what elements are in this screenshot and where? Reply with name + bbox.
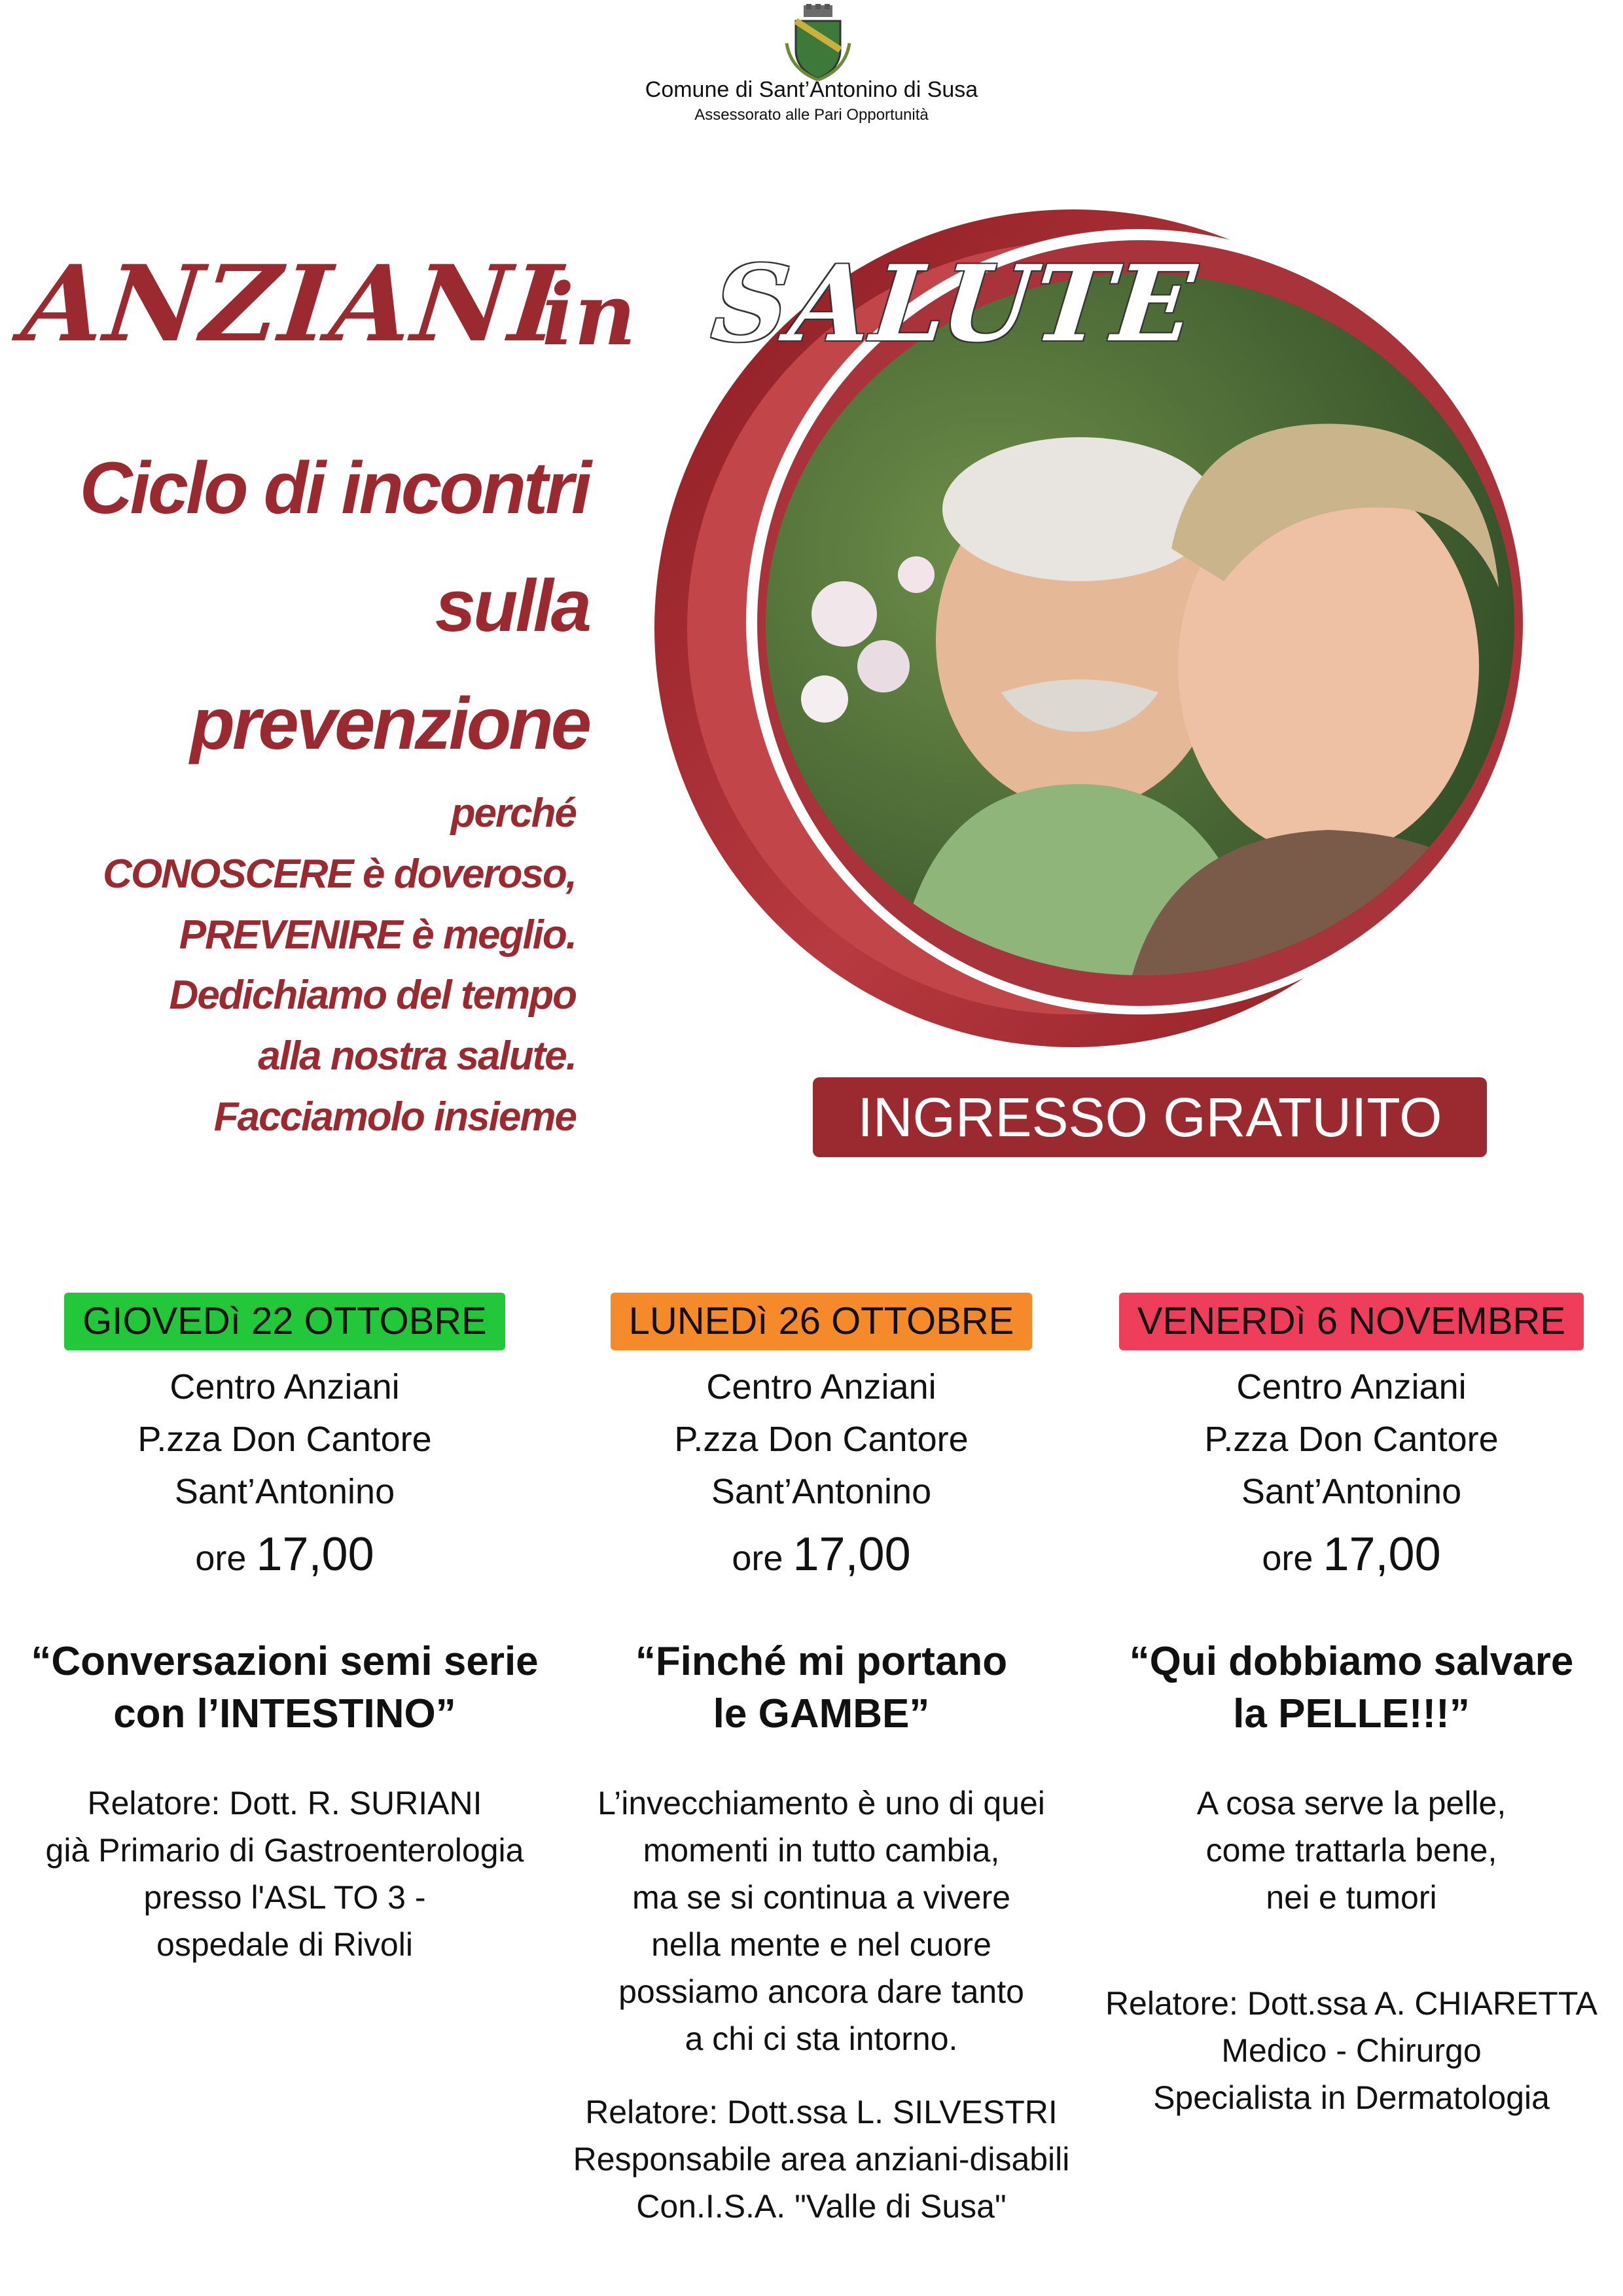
- description-line: come trattarla bene,: [1205, 1832, 1497, 1869]
- speaker-line: Relatore: Dott.ssa L. SILVESTRI: [585, 2094, 1058, 2130]
- motto-line-1: perché: [450, 791, 576, 836]
- venue-line: Sant’Antonino: [1241, 1472, 1462, 1511]
- title-in: in: [542, 264, 636, 365]
- title-anziani: ANZIANI: [17, 242, 568, 365]
- description-line: ma se si continua a vivere: [632, 1879, 1011, 1916]
- event-column-2: [566, 1293, 1077, 2230]
- event-venue: [1096, 1361, 1607, 1518]
- description-line: a chi ci sta intorno.: [685, 2020, 958, 2057]
- speaker-line: presso l'ASL TO 3 -: [143, 1879, 426, 1916]
- event-date-badge: VENERDì 6 NOVEMBRE: [1119, 1293, 1584, 1350]
- motto-line-6: Facciamolo insieme: [213, 1094, 576, 1139]
- subtitle-line-2: sulla: [435, 565, 589, 647]
- subtitle-line-1: Ciclo di incontri: [79, 447, 589, 529]
- speaker-line: Responsabile area anziani-disabili: [573, 2141, 1070, 2178]
- event-venue: [29, 1361, 540, 1518]
- event-column-1: [29, 1293, 540, 1968]
- description-line: momenti in tutto cambia,: [643, 1832, 1000, 1869]
- topic-line: la PELLE!!!”: [1233, 1691, 1470, 1736]
- free-entry-badge: INGRESSO GRATUITO: [813, 1077, 1487, 1157]
- title-salute: SALUTE: [707, 242, 1202, 365]
- speaker-line: già Primario di Gastroenterologia: [45, 1832, 524, 1869]
- event-column-3: [1096, 1293, 1607, 2121]
- event-date-badge: LUNEDì 26 OTTOBRE: [611, 1293, 1033, 1350]
- venue-line: Centro Anziani: [169, 1367, 400, 1407]
- speaker-line: Con.I.S.A. "Valle di Susa": [636, 2188, 1007, 2225]
- time-value: 17,00: [1323, 1528, 1441, 1581]
- venue-line: Sant’Antonino: [711, 1472, 932, 1511]
- description-line: A cosa serve la pelle,: [1196, 1785, 1507, 1821]
- event-description: [566, 1780, 1077, 2062]
- time-prefix: ore: [732, 1539, 783, 1578]
- speaker-line: Relatore: Dott. R. SURIANI: [87, 1785, 482, 1821]
- comune-name: Comune di Sant’Antonino di Susa: [645, 77, 978, 102]
- description-line: possiamo ancora dare tanto: [618, 1973, 1024, 2010]
- topic-line: le GAMBE”: [713, 1691, 930, 1736]
- event-speaker: [566, 2089, 1077, 2230]
- topic-line: “Conversazioni semi serie: [31, 1639, 539, 1684]
- venue-line: P.zza Don Cantore: [137, 1420, 432, 1459]
- event-time: [566, 1523, 1077, 1590]
- subtitle-line-3: prevenzione: [190, 683, 589, 764]
- topic-line: con l’INTESTINO”: [113, 1691, 456, 1736]
- elderly-couple-photo: [766, 274, 1514, 975]
- motto-line-4: Dedichiamo del tempo: [169, 973, 576, 1018]
- event-topic: [29, 1636, 540, 1740]
- event-speaker: [29, 1780, 540, 1968]
- event-time: [1096, 1523, 1607, 1590]
- venue-line: Centro Anziani: [706, 1367, 936, 1407]
- time-value: 17,00: [793, 1528, 911, 1581]
- motto-line-3: PREVENIRE è meglio.: [179, 912, 576, 958]
- event-topic: [1096, 1636, 1607, 1740]
- motto-line-5: alla nostra salute.: [258, 1033, 576, 1079]
- event-description: [1096, 1780, 1607, 1921]
- speaker-line: ospedale di Rivoli: [156, 1926, 413, 1963]
- municipal-crest-icon: [784, 4, 852, 81]
- time-value: 17,00: [256, 1528, 374, 1581]
- venue-line: P.zza Don Cantore: [1204, 1420, 1499, 1459]
- time-prefix: ore: [195, 1539, 247, 1578]
- assessorato-name: Assessorato alle Pari Opportunità: [694, 106, 929, 124]
- description-line: nella mente e nel cuore: [651, 1926, 991, 1963]
- venue-line: P.zza Don Cantore: [674, 1420, 969, 1459]
- event-speaker: [1096, 1980, 1607, 2121]
- description-line: nei e tumori: [1266, 1879, 1437, 1916]
- speaker-line: Relatore: Dott.ssa A. CHIARETTA: [1105, 1985, 1598, 2022]
- topic-line: “Finché mi portano: [635, 1639, 1008, 1684]
- speaker-line: Specialista in Dermatologia: [1153, 2079, 1550, 2116]
- description-line: L’invecchiamento è uno di quei: [597, 1785, 1045, 1821]
- topic-line: “Qui dobbiamo salvare: [1129, 1639, 1574, 1684]
- speaker-line: Medico - Chirurgo: [1221, 2032, 1482, 2069]
- event-date-badge: GIOVEDì 22 OTTOBRE: [64, 1293, 505, 1350]
- event-venue: [566, 1361, 1077, 1518]
- event-time: [29, 1523, 540, 1590]
- time-prefix: ore: [1262, 1539, 1313, 1578]
- motto-line-2: CONOSCERE è doveroso,: [103, 852, 576, 897]
- event-topic: [566, 1636, 1077, 1740]
- venue-line: Sant’Antonino: [174, 1472, 395, 1511]
- venue-line: Centro Anziani: [1236, 1367, 1467, 1407]
